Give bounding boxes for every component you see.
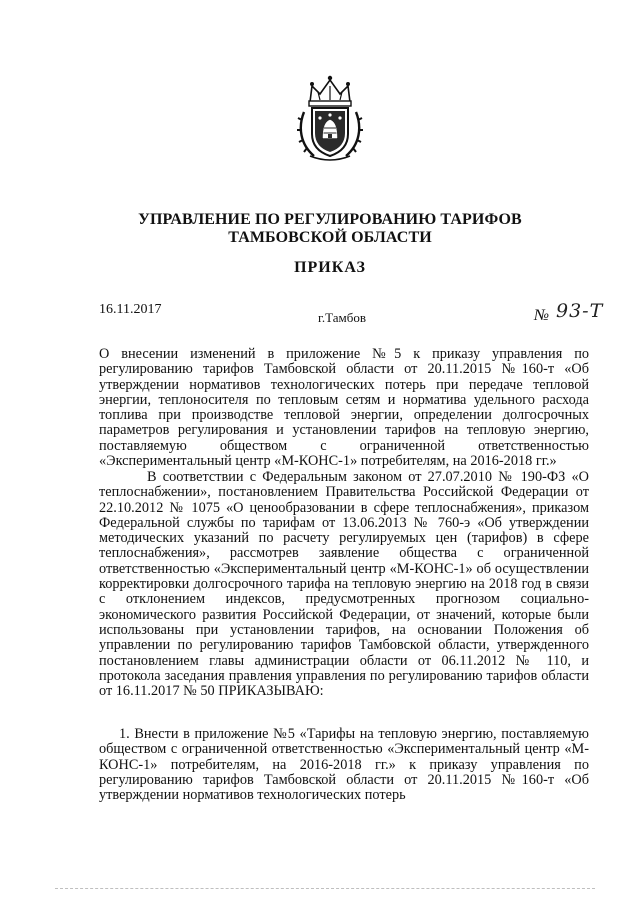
legal-basis-paragraph: В соответствии с Федеральным законом от 27.07.2010 № 190-ФЗ «О теплоснабжении», постановлением Правительства Российской Федерации от 22.10.2012 № 1075 «О ценообразовании в сфере теплоснабжения», приказом Федеральной службы по тарифам от 13.06.2013 № 760-э «Об утверждении методических указаний по расчету регулируемых цен (тарифов) в сфере теплоснабжения», рассмотрев заявление общества с ограниченной ответственностью «Экспериментальный центр «М-КОНС-1» об осуществлении корректировки долгосрочного тарифа на тепловую энергию на 2018 год в связи с отклонением индексов, предусмотренных прогнозом социально-экономического развития Российской Федерации, от значений, которые были использованы при установлении тарифов, на основании Положения об управлении по регулированию тарифов Тамбовской области, утвержденного постановлением главы администрации области от 06.11.2012 № 110, и протокола заседания правления управления по регулированию тарифов области от 16.11.2017 № 50 ПРИКАЗЫВАЮ: (99, 469, 589, 700)
order-subject-paragraph: О внесении изменений в приложение №5 к приказу управления по регулированию тарифов Тамбовской области от 20.11.2015 №160-т «Об утверждении нормативов технологических потерь при передаче тепловой энергии, теплоносителя по тепловым сетям и норматива удельного расхода топлива при производстве тепловой энергии, определении долгосрочных параметров регулирования и установлении тарифов на тепловую энергию, поставляемую обществом с ограниченной ответственностью «Экспериментальный центр «М-КОНС-1» потребителям, на 2016-2018 гг.» (99, 346, 589, 470)
order-date: 16.11.2017 (99, 302, 162, 317)
document-type-title: ПРИКАЗ (294, 259, 366, 276)
order-city: г.Тамбов (318, 310, 366, 325)
order-number-handwritten: 93-Т (556, 300, 604, 322)
page-bottom-divider (55, 888, 595, 889)
authority-name-line1: УПРАВЛЕНИЕ ПО РЕГУЛИРОВАНИЮ ТАРИФОВ (138, 211, 522, 228)
order-item-1-paragraph: 1. Внести в приложение №5 «Тарифы на тепловую энергию, поставляемую обществом с ограниченной ответственностью «Экспериментальный центр «М-КОНС-1» потребителям, на 2016-2018 гг.» к приказу управления по регулированию тарифов Тамбовской области от 20.11.2015 №160-т «Об утверждении нормативов технологических потерь (99, 726, 589, 804)
order-number-sign: № (534, 307, 550, 324)
authority-name-line2: ТАМБОВСКОЙ ОБЛАСТИ (228, 229, 432, 246)
tambov-coat-of-arms-icon (296, 72, 364, 164)
